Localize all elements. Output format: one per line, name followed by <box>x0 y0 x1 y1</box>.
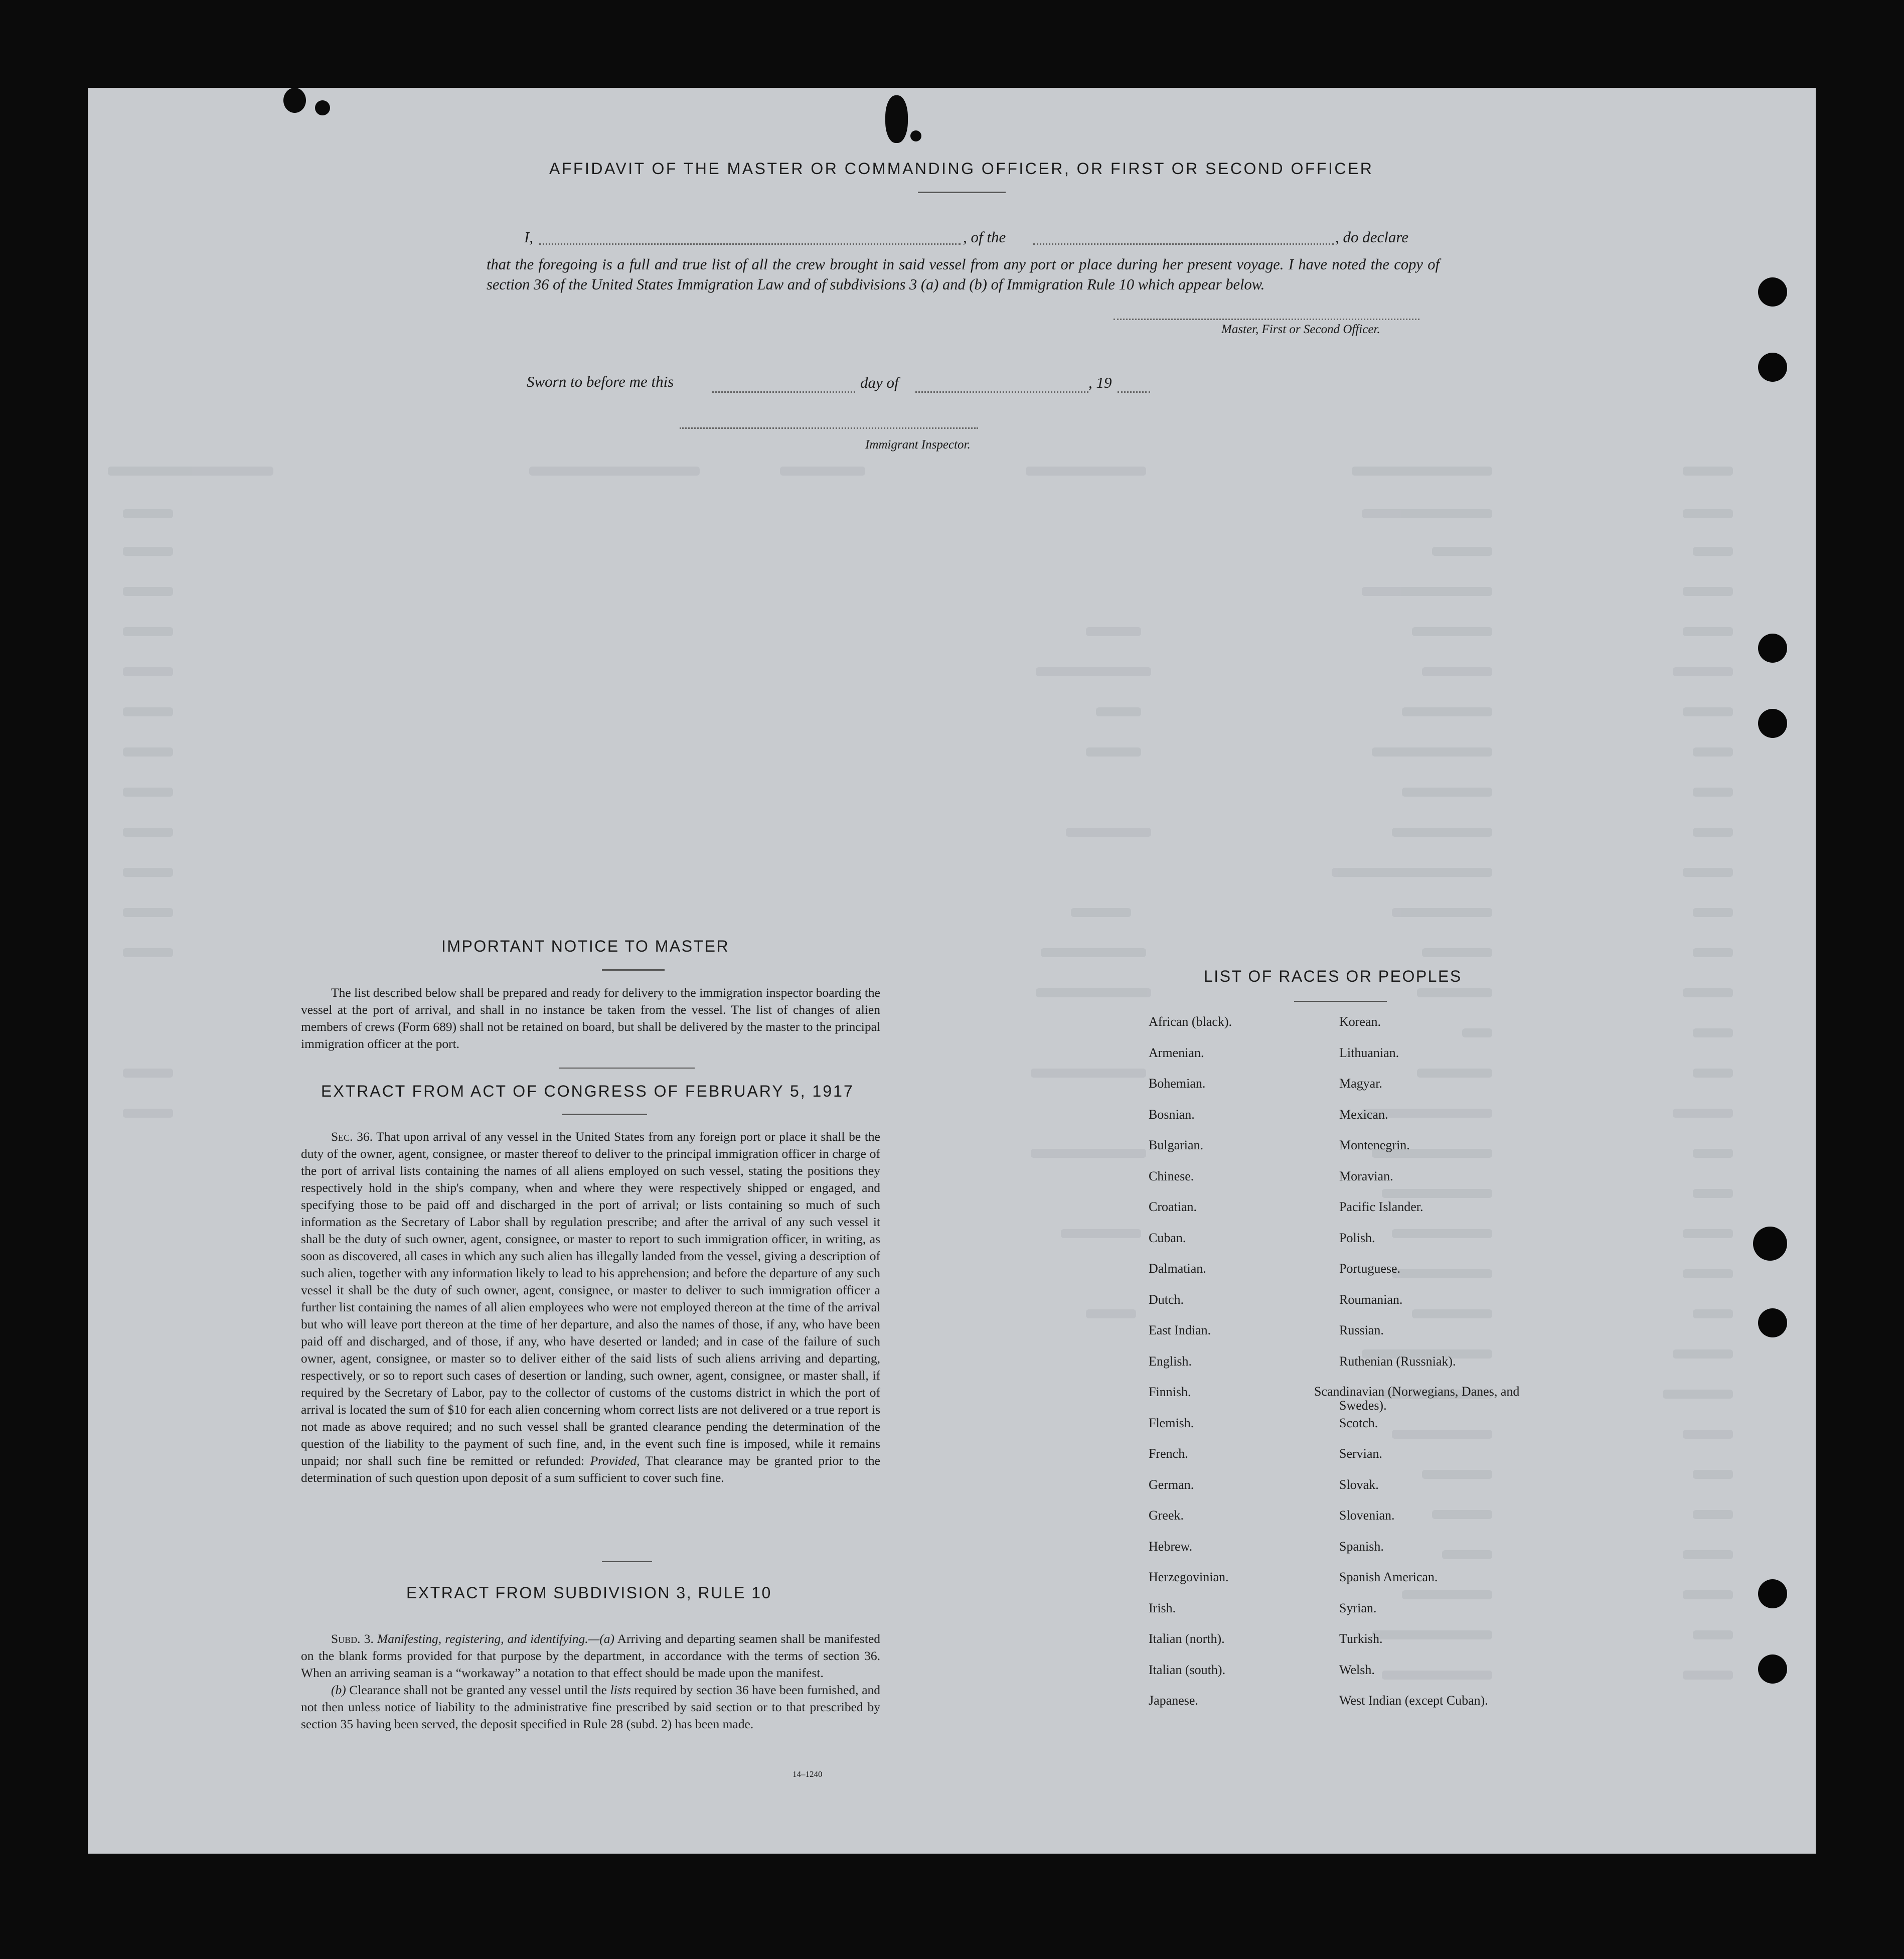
sworn-year-line <box>1118 391 1150 393</box>
subd-b-text-2: required by section 36 have been furnished, and not then unless notice of liability to the administrative fine prescribed by said section or to that prescribed by section 35 having been served, the deposit specified in Rule 28 (subd. 2) has been made. <box>301 1683 881 1731</box>
ink-blot <box>283 88 306 113</box>
race-item: Magyar. <box>1339 1076 1382 1091</box>
ink-blot <box>910 130 921 141</box>
race-item: Russian. <box>1339 1323 1384 1337</box>
act-text-end: That clearance may be granted prior to the determination of such question upon deposit of a sum sufficient to cover such fine. <box>301 1453 880 1485</box>
punch-hole <box>1758 1308 1787 1337</box>
act-text: That upon arrival of any vessel in the United States from any foreign port or place it shall be the duty of the owner, agent, consignee, or master thereof to deliver to the principal immigration officer in charge of the port of arrival lists containing the names of all aliens employed on such vessel, stating the positions they respectively hold in the ship's company, when and where they were respectively shipped or engaged, and specifying those to be paid off and discharged in the port of arrival; or lists containing so much of such information as the Secretary of Labor shall by regulation prescribe; and after the arrival of any such vessel it shall be the duty of such owner, agent, consignee, or master to report to such immigration officer, in writing, as soon as discovered, all cases in which any such alien has illegally landed from the vessel, giving a description of such alien, together with any information likely to lead to his apprehension; and before the departure of any such vessel it shall be the duty of such owner, agent, consignee, or master to deliver to such immigration officer a further list containing the names of all alien employees who were not employed thereon at the time of the arrival but who will leave port thereon at the time of her departure, and also the names of those, if any, who have been paid off and discharged, and of those, if any, who have deserted or landed; and in case of the failure of such owner, agent, consignee, or master so to deliver either of the said lists of such aliens arriving and departing, respectively, or so to report such cases of desertion or landing, such owner, agent, consignee, or master shall, if required by the Secretary of Labor, pay to the collector of customs of the customs district in which the port of arrival is located the sum of $10 for each alien concerning whom correct lists are not delivered or a true report is not made as above required; and no such vessel shall be granted clearance pending the determination of the question of the liability to the payment of such fine, and, in the event such fine is imposed, while it remains unpaid; nor shall such fine be remitted or refunded: <box>301 1129 880 1468</box>
race-item: Greek. <box>1149 1508 1184 1523</box>
subd-a-label: —(a) <box>588 1631 615 1646</box>
race-item: Japanese. <box>1149 1693 1198 1708</box>
inspector-label: Immigrant Inspector. <box>865 438 971 451</box>
race-item: German. <box>1149 1477 1194 1492</box>
act-section <box>301 1128 880 1486</box>
race-item: Flemish. <box>1149 1415 1194 1430</box>
race-item: Hebrew. <box>1149 1539 1193 1554</box>
race-item: Roumanian. <box>1339 1292 1403 1307</box>
notice-section <box>301 984 880 1052</box>
race-item: French. <box>1149 1446 1188 1461</box>
master-signature-line <box>1114 319 1419 320</box>
rule-subd-a <box>301 1630 880 1682</box>
race-item: Welsh. <box>1339 1662 1375 1677</box>
punch-hole <box>1758 634 1787 663</box>
race-item: Bosnian. <box>1149 1107 1195 1122</box>
subd-a-text: Arriving and departing seamen shall be manifested on the blank forms provided for that purpose by the department, in accordance with the terms of section 36. When an arriving seaman is a “workaway” a notation to that effect should be made upon the manifest. <box>301 1631 881 1680</box>
section-divider <box>559 1068 695 1069</box>
race-item: Cuban. <box>1149 1230 1186 1245</box>
subd-b-label: (b) <box>331 1683 346 1697</box>
act-underline <box>562 1114 647 1115</box>
master-name-line <box>539 243 961 245</box>
punch-hole <box>1758 709 1787 738</box>
affidavit-title: AFFIDAVIT OF THE MASTER OR COMMANDING OFFICER, OR FIRST OR SECOND OFFICER <box>549 160 1374 178</box>
rule-subd-b <box>301 1682 880 1733</box>
subd-b-lists: lists <box>610 1683 631 1697</box>
race-item: Dutch. <box>1149 1292 1184 1307</box>
race-item: Italian (south). <box>1149 1662 1226 1677</box>
race-item: African (black). <box>1149 1014 1232 1029</box>
race-item: East Indian. <box>1149 1323 1211 1337</box>
race-item: Bohemian. <box>1149 1076 1206 1091</box>
sworn-before: Sworn to before me this <box>527 373 674 390</box>
races-title: LIST OF RACES OR PEOPLES <box>1204 967 1462 985</box>
punch-hole <box>1758 1579 1787 1608</box>
race-item: Croatian. <box>1149 1199 1197 1214</box>
signature-label: Master, First or Second Officer. <box>1221 323 1380 336</box>
race-item: Italian (north). <box>1149 1631 1225 1646</box>
race-item: Turkish. <box>1339 1631 1383 1646</box>
races-underline <box>1294 1001 1387 1002</box>
race-item: Servian. <box>1339 1446 1382 1461</box>
race-item: Irish. <box>1149 1600 1176 1615</box>
race-item: Korean. <box>1339 1014 1381 1029</box>
race-item: Armenian. <box>1149 1045 1204 1060</box>
sworn-month-line <box>915 391 1088 393</box>
rule-title: EXTRACT FROM SUBDIVISION 3, RULE 10 <box>406 1584 772 1602</box>
subd-label: Subd. 3. <box>331 1631 374 1646</box>
race-item: Chinese. <box>1149 1168 1194 1183</box>
punch-hole <box>1753 1227 1787 1261</box>
race-item: Bulgarian. <box>1149 1138 1204 1152</box>
race-item: Lithuanian. <box>1339 1045 1399 1060</box>
provided-label: Provided, <box>590 1453 640 1468</box>
race-item: Syrian. <box>1339 1600 1377 1615</box>
act-text-block <box>301 1128 880 1486</box>
inspector-signature-line <box>680 427 978 429</box>
declaration-text: that the foregoing is a full and true list of all the crew brought in said vessel from any port or place during her present voyage. I have noted the copy of section 36 of the United States Immigration Law and of subdivisions 3 (a) and (b) of Immigration Rule 10 which appear below. <box>487 256 1440 293</box>
sworn-day-of: day of <box>860 374 899 391</box>
sworn-day-line <box>712 391 855 393</box>
race-item: Mexican. <box>1339 1107 1388 1122</box>
rule-section <box>301 1630 880 1733</box>
race-item: Pacific Islander. <box>1339 1199 1423 1214</box>
ink-blot <box>885 95 908 143</box>
race-item: Polish. <box>1339 1230 1375 1245</box>
punch-hole <box>1758 1654 1787 1684</box>
title-underline <box>918 192 1006 193</box>
sec-label: Sec. 36. <box>331 1129 373 1144</box>
race-item: West Indian (except Cuban). <box>1339 1693 1488 1708</box>
race-item: Spanish. <box>1339 1539 1384 1554</box>
declare-of-the: , of the <box>963 228 1006 246</box>
race-item: Ruthenian (Russniak). <box>1339 1353 1456 1369</box>
race-item: Herzegovinian. <box>1149 1570 1229 1584</box>
declare-do-declare: , do declare <box>1335 228 1409 246</box>
race-item: Spanish American. <box>1339 1570 1438 1584</box>
notice-underline <box>602 969 665 971</box>
race-item: Portuguese. <box>1339 1261 1401 1276</box>
subd-b-text-1: Clearance shall not be granted any vessel until the <box>349 1683 607 1697</box>
punch-hole <box>1758 277 1787 307</box>
race-item: Scandinavian (Norwegians, Danes, and Swedes). <box>1314 1384 1520 1413</box>
sworn-year: , 19 <box>1088 374 1112 391</box>
ink-blot <box>315 100 330 115</box>
notice-title: IMPORTANT NOTICE TO MASTER <box>441 937 730 955</box>
race-item: Finnish. <box>1149 1385 1191 1399</box>
form-number: 14–1240 <box>792 1769 823 1779</box>
subd-title: Manifesting, registering, and identifying. <box>377 1631 588 1646</box>
race-item: Dalmatian. <box>1149 1261 1206 1276</box>
notice-text: The list described below shall be prepared and ready for delivery to the immigration inspector boarding the vessel at the port of arrival, and shall in no instance be taken from the vessel. The list of changes of alien members of crews (Form 689) shall not be retained on board, but shall be delivered by the master to the principal immigration officer at the port. <box>301 985 880 1051</box>
vessel-name-line <box>1033 243 1334 245</box>
race-item: Moravian. <box>1339 1168 1393 1183</box>
race-item: English. <box>1149 1353 1192 1369</box>
race-item: Montenegrin. <box>1339 1138 1410 1152</box>
race-item: Slovak. <box>1339 1477 1379 1492</box>
section-divider <box>602 1561 652 1562</box>
punch-hole <box>1758 353 1787 382</box>
race-item: Scotch. <box>1339 1415 1378 1430</box>
declare-i: I, <box>524 228 534 246</box>
act-title: EXTRACT FROM ACT OF CONGRESS OF FEBRUARY 5, 1917 <box>321 1082 854 1100</box>
race-item: Slovenian. <box>1339 1508 1395 1523</box>
